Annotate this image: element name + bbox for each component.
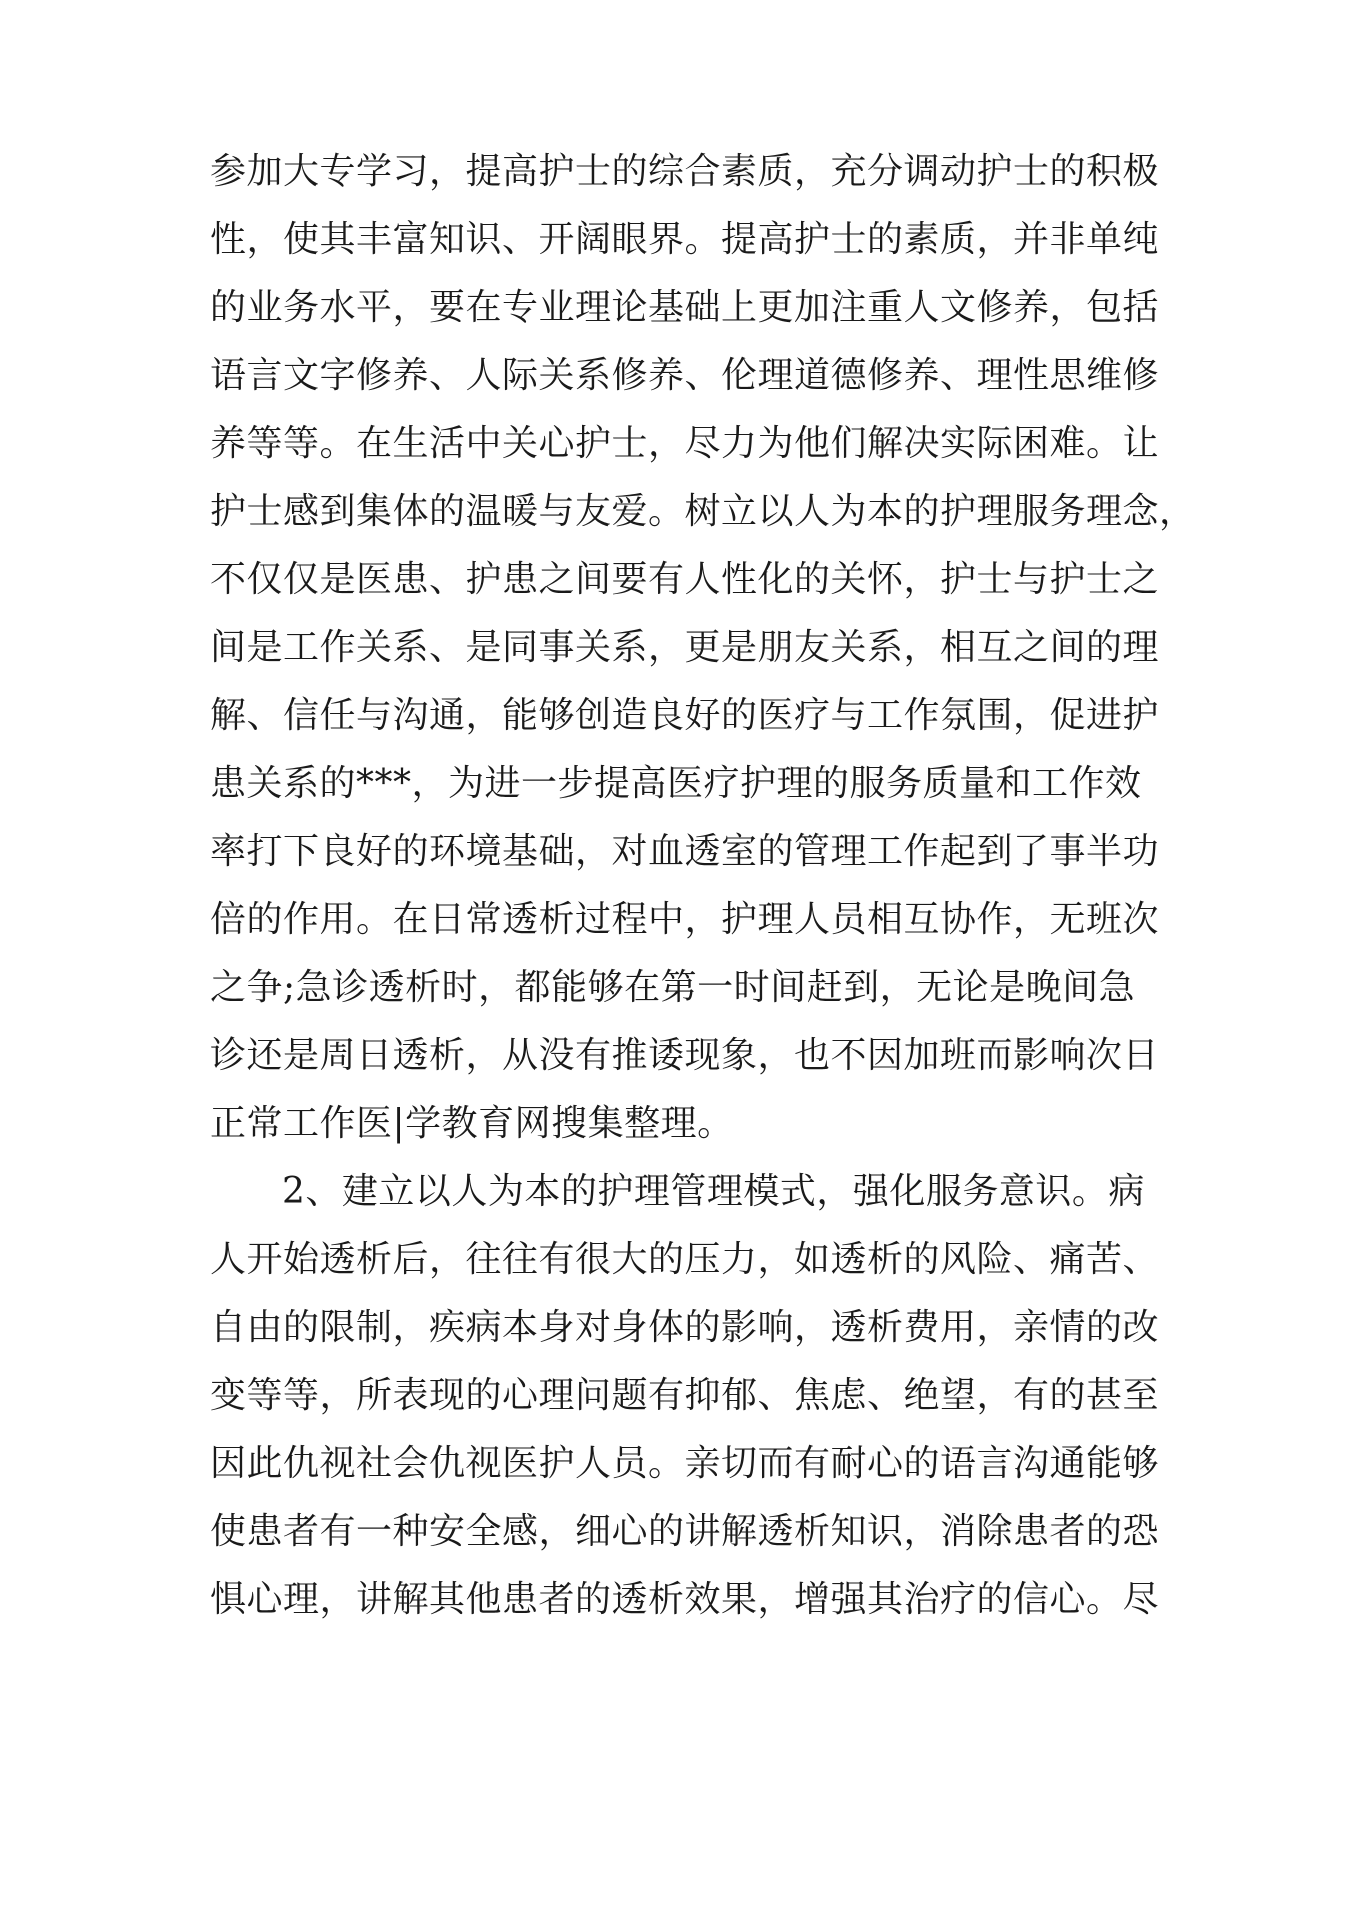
text-line: 解、信任与沟通，能够创造良好的医疗与工作氛围，促进护 — [210, 695, 1160, 736]
text-line: 正常工作医|学教育网搜集整理。 — [210, 1103, 734, 1144]
text-line: 养等等。在生活中关心护士，尽力为他们解决实际困难。让 — [210, 423, 1160, 464]
text-line: 使患者有一种安全感，细心的讲解透析知识，消除患者的恐 — [210, 1511, 1160, 1552]
text-line: 参加大专学习，提高护士的综合素质，充分调动护士的积极 — [210, 151, 1160, 192]
text-line: 性，使其丰富知识、开阔眼界。提高护士的素质，并非单纯 — [210, 219, 1160, 260]
text-line: 语言文字修养、人际关系修养、伦理道德修养、理性思维修 — [210, 355, 1160, 396]
text-line: 护士感到集体的温暖与友爱。树立以人为本的护理服务理念， — [210, 491, 1196, 532]
paragraph-start-line: 2、建立以人为本的护理管理模式，强化服务意识。病 — [282, 1171, 1145, 1212]
text-line: 不仅仅是医患、护患之间要有人性化的关怀，护士与护士之 — [210, 559, 1160, 600]
text-line: 率打下良好的环境基础，对血透室的管理工作起到了事半功 — [210, 831, 1160, 872]
text-line: 诊还是周日透析，从没有推诿现象，也不因加班而影响次日 — [210, 1035, 1160, 1076]
text-line: 变等等，所表现的心理问题有抑郁、焦虑、绝望，有的甚至 — [210, 1375, 1160, 1416]
text-line: 惧心理，讲解其他患者的透析效果，增强其治疗的信心。尽 — [210, 1579, 1160, 1620]
text-line: 的业务水平，要在专业理论基础上更加注重人文修养，包括 — [210, 287, 1160, 328]
text-line: 自由的限制，疾病本身对身体的影响，透析费用，亲情的改 — [210, 1307, 1160, 1348]
text-line: 患关系的***，为进一步提高医疗护理的服务质量和工作效 — [210, 763, 1142, 804]
text-line: 间是工作关系、是同事关系，更是朋友关系，相互之间的理 — [210, 627, 1160, 668]
text-line: 因此仇视社会仇视医护人员。亲切而有耐心的语言沟通能够 — [210, 1443, 1160, 1484]
text-line: 人开始透析后，往往有很大的压力，如透析的风险、痛苦、 — [210, 1239, 1160, 1280]
text-line: 倍的作用。在日常透析过程中，护理人员相互协作，无班次 — [210, 899, 1160, 940]
text-line: 之争;急诊透析时，都能够在第一时间赶到，无论是晚间急 — [210, 967, 1136, 1008]
